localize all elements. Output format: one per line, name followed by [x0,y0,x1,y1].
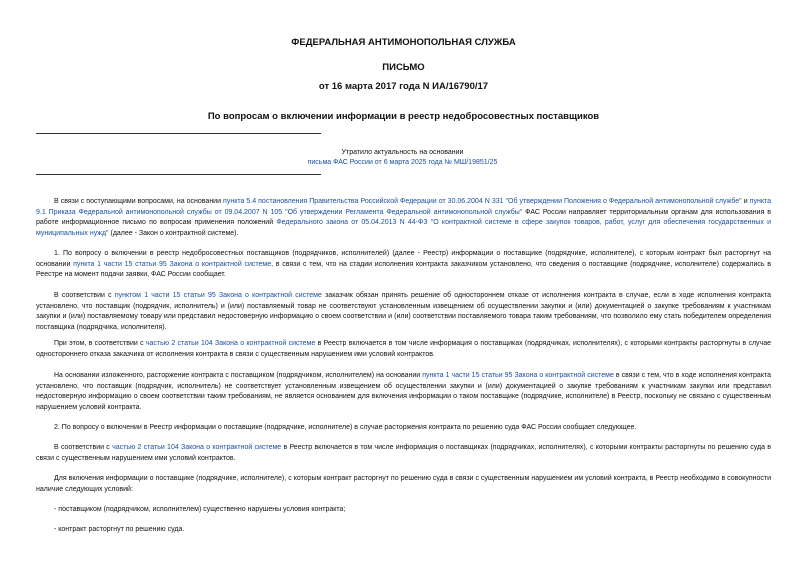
paragraph-1 [36,249,771,281]
text: В соответствии с [54,292,115,299]
link-ch2-st104[interactable]: частью 2 статьи 104 Закона о контрактной системе [145,340,316,347]
link-p1-ch15-st95[interactable]: пункта 1 части 15 статьи 95 Закона о контрактной системе [422,372,614,379]
paragraph-2 [36,291,771,333]
text: и [741,198,750,205]
document-type: ПИСЬМО [382,62,425,73]
paragraph-intro [36,197,771,239]
text: (далее - Закон о контрактной системе). [108,229,239,237]
text: - поставщиком (подрядчиком, исполнителем) существенно нарушены условия контракта; [54,506,346,513]
divider-top [36,133,321,134]
link-p1-ch15-st95[interactable]: пункта 1 части 15 статьи 95 Закона о контрактной системе [73,260,272,268]
paragraph-7 [36,474,771,495]
list-item-2 [36,525,771,536]
text: 1. По вопросу о включении в реестр недобросовестных поставщиков (подрядчиков, исполнителей) (далее - Реестр) информации о поставщике (подрядчике, исполнителе), с которым контракт был расторгнут на основании [36,250,771,268]
link-prikaz-105[interactable]: пункта 9.1 Приказа Федеральной антимонопольной службы от 09.04.2007 N 105 "Об утверждении Регламента Федеральной антимонопольной службы" [36,198,771,216]
text: в связи с тем, что в ходе исполнения контракта установлено, что поставщик (подрядчик, исполнитель) не соответствует установленным извещением об осуществлении закупки и (или) документацией о закупке требованиям к участникам закупки или представил недостоверную информацию о своем соответствии таким требованиям, не является основанием для включения информации о таком поставщике (подрядчике, исполнителе) в Реестр, поскольку не связано с существенным нарушением условий контракта. [36,372,771,411]
text: , в связи с тем, что на стадии исполнения контракта заказчиком установлено, что сведения о поставщике (подрядчике, исполнителе) содержались в Реестре на момент подачи заявки, ФАС России сообщает. [36,260,771,278]
link-44-fz[interactable]: Федерального закона от 05.04.2013 N 44-ФЗ "О контрактной системе в сфере закупок товаров, работ, услуг для обеспечения государственных и муниципальных нужд" [36,219,771,237]
link-postanovlenie-331[interactable]: пункта 5.4 постановления Правительства Российской Федерации от 30.06.2004 N 331 "Об утверждении Положения о Федеральной антимонопольной службе" [223,198,742,205]
paragraph-3 [36,339,771,360]
text: в Реестр включается в том числе информация о поставщиках (подрядчиках, исполнителях), с которыми контракты расторгнуты по решению суда в связи с существенным нарушением ими условий контрактов. [36,444,772,462]
status-note-link[interactable]: письма ФАС России от 6 марта 2025 года № МШ/19851/25 [307,159,498,166]
text: 2. По вопросу о включении в Реестр информации о поставщике (подрядчике, исполнителе) в случае расторжения контракта по решению суда ФАС России сообщает следующее. [54,424,637,431]
text: ФАС России направляет территориальным органам для использования в работе информационное письмо по вопросам применения положений [36,208,771,226]
paragraph-5 [36,423,771,434]
divider-bottom [36,174,321,175]
link-p1-ch15-st95[interactable]: пунктом 1 части 15 статьи 95 Закона о контрактной системе [114,292,322,299]
link-ch2-st104[interactable]: частью 2 статьи 104 Закона о контрактной системе [112,444,282,451]
paragraph-6 [36,443,771,464]
text: В соответствии с [54,444,113,451]
text: При этом, в соответствии с [54,340,146,347]
status-note [240,148,565,168]
text: заказчик обязан принять решение об одностороннем отказе от исполнения контракта в случае, если в ходе исполнения контракта установлено, что поставщик (подрядчик, исполнитель) и (или) поставляемый товар не соответствуют установленным извещением об осуществлении закупки и (или) документацией о закупке требованиям к участникам закупки и (или) поставляемому товару или представил недостоверную информацию о своем соответствии и (или) соответствии поставляемого товара таким требованиям, что позволило ему стать победителем определения поставщика (подрядчика, исполнителя). [36,292,771,331]
text: На основании изложенного, расторжение контракта с поставщиком (подрядчиком, исполнителем) на основании [54,372,423,379]
status-note-text: Утратило актуальность на основании [341,149,464,156]
text: В связи с поступающими вопросами, на основании [54,198,224,205]
document-subject: По вопросам о включении информации в реестр недобросовестных поставщиков [207,111,600,122]
text: в Реестр включается в том числе информация о поставщиках (подрядчиках, исполнителях), с которыми контракты расторгнуты в случае одностороннего отказа заказчика от исполнения контракта в связи с существенным нарушением ими условий контрактов. [36,340,771,358]
list-item-1 [36,505,771,516]
agency-title: ФЕДЕРАЛЬНАЯ АНТИМОНОПОЛЬНАЯ СЛУЖБА [291,37,516,48]
document-date-number: от 16 марта 2017 года N ИА/16790/17 [318,81,489,92]
text: - контракт расторгнут по решению суда. [54,526,185,533]
paragraph-4 [36,371,771,413]
text: Для включения информации о поставщике (подрядчике, исполнителе), с которым контракт расторгнут по решению суда в связи с существенным нарушением им условий контракта, в Реестр необходимо в совокупности наличие следующих условий: [36,475,771,493]
